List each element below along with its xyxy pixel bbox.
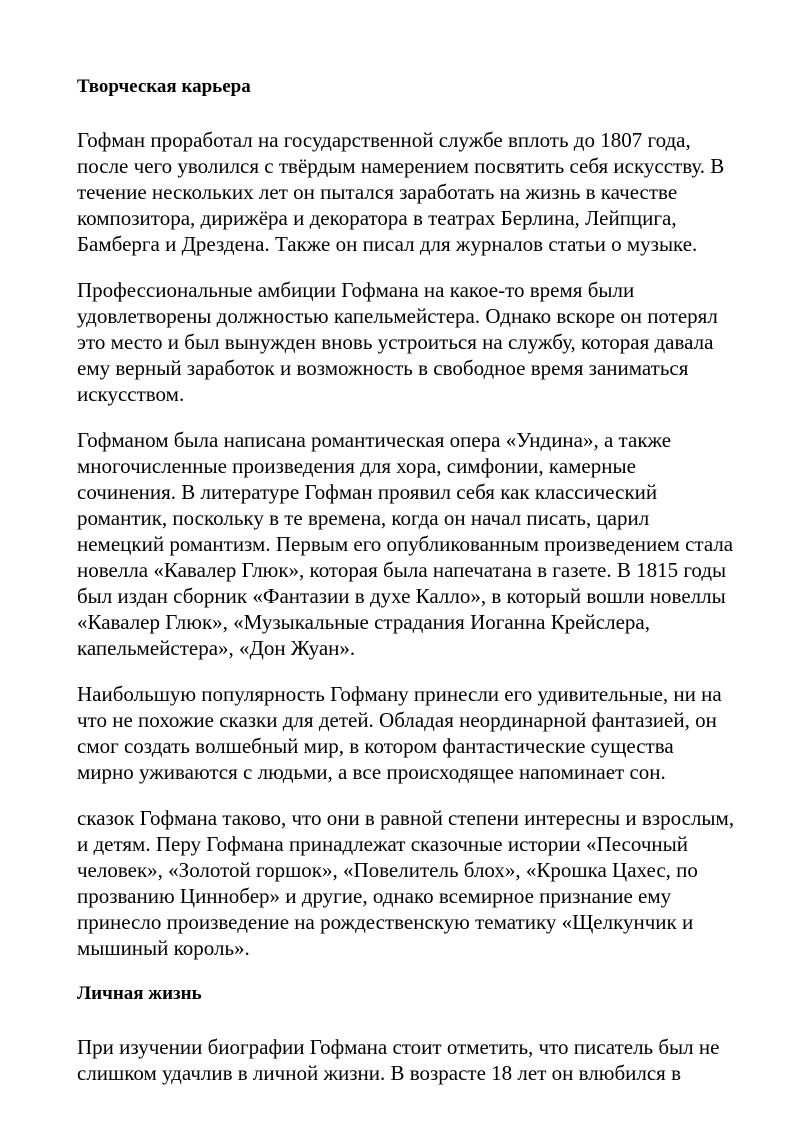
text-line: удовлетворены должностью капельмейстера. Однако вскоре он потерял [77, 304, 718, 328]
text-line: Гофман проработал на государственной службе вплоть до 1807 года, [77, 128, 691, 152]
paragraph-career-tales-list [77, 805, 767, 961]
text-line: сочинения. В литературе Гофман проявил себя как классический [77, 480, 658, 504]
text-line: Гофманом была написана романтическая опера «Ундина», а также [77, 428, 672, 452]
text-line: принесло произведение на рождественскую тематику «Щелкунчик и [77, 910, 694, 934]
text-line: искусством. [77, 382, 185, 406]
text-line: слишком удачлив в личной жизни. В возрасте 18 лет он влюбился в [77, 1061, 681, 1085]
paragraph-personal-life [77, 1034, 767, 1086]
text-line: Бамберга и Дрездена. Также он писал для журналов статьи о музыке. [77, 232, 698, 256]
text-line: мышиный король». [77, 936, 250, 960]
text-line: прозванию Циннобер» и другие, однако всемирное признание ему [77, 884, 672, 908]
text-line: и детям. Перу Гофмана принадлежат сказочные истории «Песочный [77, 832, 688, 856]
paragraph-career-intro [77, 127, 767, 257]
text-line: При изучении биографии Гофмана стоит отметить, что писатель был не [77, 1035, 720, 1059]
text-line: течение нескольких лет он пытался заработать на жизнь в качестве [77, 180, 678, 204]
document-body [77, 74, 767, 1086]
text-line: новелла «Кавалер Глюк», которая была напечатана в газете. В 1815 годы [77, 558, 727, 582]
text-line: Профессиональные амбиции Гофмана на какое-то время были [77, 278, 635, 302]
text-line: что не похожие сказки для детей. Обладая неординарной фантазией, он [77, 708, 717, 732]
text-line: немецкий романтизм. Первым его опубликованным произведением стала [77, 532, 734, 556]
text-line: сказок Гофмана таково, что они в равной степени интересны и взрослым, [77, 806, 735, 830]
text-line: мирно уживаются с людьми, а все происходящее напоминает сон. [77, 760, 666, 784]
text-line: смог создать волшебный мир, в котором фантастические существа [77, 734, 674, 758]
section-heading-personal-life: Личная жизнь [77, 983, 202, 1004]
paragraph-career-works [77, 427, 767, 661]
text-line: человек», «Золотой горшок», «Повелитель блох», «Крошка Цахес, по [77, 858, 698, 882]
text-line: ему верный заработок и возможность в свободное время заниматься [77, 356, 689, 380]
section-heading-career: Творческая карьера [77, 76, 251, 97]
paragraph-career-ambitions [77, 277, 767, 407]
text-line: был издан сборник «Фантазии в духе Калло», в который вошли новеллы [77, 584, 726, 608]
text-line: «Кавалер Глюк», «Музыкальные страдания Иоганна Крейслера, [77, 610, 650, 634]
text-line: это место и был вынужден вновь устроиться на службу, которая давала [77, 330, 714, 354]
text-line: многочисленные произведения для хора, симфонии, камерные [77, 454, 636, 478]
paragraph-career-fairytales [77, 681, 767, 785]
text-line: романтик, поскольку в те времена, когда он начал писать, царил [77, 506, 650, 530]
text-line: капельмейстера», «Дон Жуан». [77, 636, 356, 660]
text-line: Наибольшую популярность Гофману принесли его удивительные, ни на [77, 682, 722, 706]
text-line: композитора, дирижёра и декоратора в театрах Берлина, Лейпцига, [77, 206, 677, 230]
text-line: после чего уволился с твёрдым намерением посвятить себя искусству. В [77, 154, 725, 178]
